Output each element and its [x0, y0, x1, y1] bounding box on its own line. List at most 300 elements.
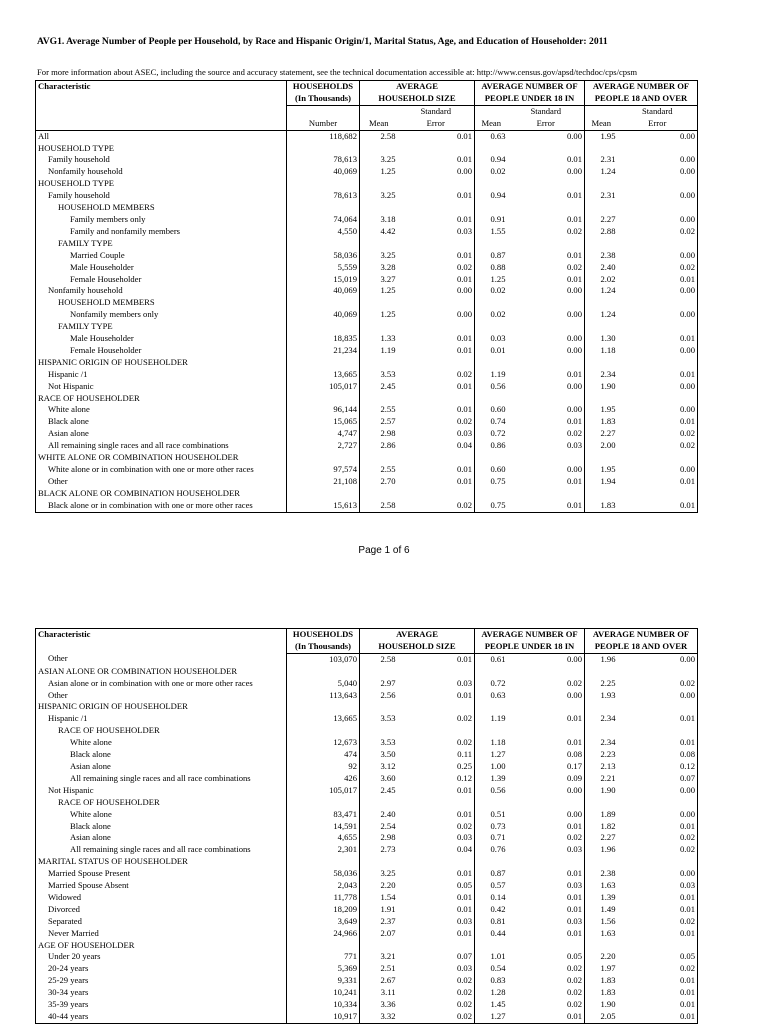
cell-value: 1.89 [600, 808, 616, 819]
cell-value [398, 143, 475, 155]
cell-value [618, 856, 698, 868]
cell-value: 1.00 [490, 760, 506, 771]
cell-value: 0.00 [398, 166, 475, 178]
cell-value [585, 452, 618, 464]
cell-value: 0.02 [398, 821, 475, 833]
cell-value: 0.00 [679, 213, 695, 224]
cell-value: 0.02 [679, 677, 695, 688]
header-over-18-sub: PEOPLE 18 AND OVER [585, 93, 698, 105]
cell-value: 0.00 [508, 404, 585, 416]
table-row [36, 916, 698, 928]
header-characteristic: Characteristic [36, 81, 287, 93]
row-label: Nonfamily household [36, 285, 287, 297]
cell-value: 0.01 [398, 785, 475, 797]
cell-value [585, 488, 618, 500]
cell-value: 0.05 [508, 951, 585, 963]
cell-value: 2.34 [600, 368, 616, 379]
cell-value: 2.38 [600, 249, 616, 260]
table-row [36, 393, 698, 405]
header-mean: Mean [481, 117, 502, 128]
cell-value [618, 238, 698, 250]
cell-value: 0.02 [679, 844, 695, 855]
table-row [36, 773, 698, 785]
cell-value: 0.02 [508, 832, 585, 844]
cell-value: 0.01 [398, 690, 475, 702]
cell-value: 3.53 [380, 737, 396, 748]
table-row [36, 321, 698, 333]
cell-value: 0.00 [679, 130, 695, 141]
cell-value: 0.02 [490, 166, 506, 177]
table-row [36, 678, 698, 690]
cell-value: 0.02 [679, 915, 695, 926]
cell-value: 1.54 [380, 891, 396, 902]
cell-value: 2.54 [380, 820, 396, 831]
cell-value [585, 393, 618, 405]
cell-value: 0.63 [490, 130, 506, 141]
cell-value: 1.95 [600, 404, 616, 415]
cell-value: 3.25 [380, 190, 396, 201]
cell-value: 10,241 [287, 987, 360, 999]
cell-value: 3.53 [380, 368, 396, 379]
cell-value: 0.01 [508, 500, 585, 512]
cell-value: 0.01 [679, 416, 695, 427]
cell-value: 2.73 [380, 844, 396, 855]
cell-value: 0.54 [490, 963, 506, 974]
cell-value [618, 321, 698, 333]
cell-value: 1.28 [490, 987, 506, 998]
cell-value [398, 297, 475, 309]
row-label: AGE OF HOUSEHOLDER [36, 940, 287, 952]
cell-value: 4.42 [380, 225, 396, 236]
row-label: Black alone [36, 416, 287, 428]
cell-value: 1.83 [600, 499, 616, 510]
cell-value [360, 321, 398, 333]
cell-value [475, 143, 508, 155]
cell-value [585, 856, 618, 868]
table-row [36, 821, 698, 833]
cell-value: 1.90 [600, 380, 616, 391]
cell-value: 0.02 [508, 975, 585, 987]
cell-value [287, 452, 360, 464]
cell-value: 0.01 [398, 214, 475, 226]
table-row [36, 357, 698, 369]
cell-value: 0.02 [508, 999, 585, 1011]
cell-value [508, 202, 585, 214]
cell-value: 2,301 [287, 844, 360, 856]
cell-value: 0.07 [398, 951, 475, 963]
cell-value: 0.01 [679, 999, 695, 1010]
cell-value: 3.60 [380, 772, 396, 783]
table-row [36, 928, 698, 940]
cell-value [508, 725, 585, 737]
cell-value: 0.01 [398, 464, 475, 476]
header-error: Error [398, 118, 475, 130]
cell-value [618, 202, 698, 214]
cell-value: 0.02 [398, 987, 475, 999]
row-label: 25-29 years [36, 975, 287, 987]
table-row [36, 1011, 698, 1023]
cell-value: 0.00 [679, 285, 695, 296]
cell-value: 0.00 [508, 345, 585, 357]
cell-value: 1.25 [490, 273, 506, 284]
header-avg-size-sub: HOUSEHOLD SIZE [360, 641, 475, 653]
header-avg-size: AVERAGE [360, 81, 475, 93]
row-label: Hispanic /1 [36, 369, 287, 381]
cell-value: 0.86 [490, 440, 506, 451]
row-label: HOUSEHOLD TYPE [36, 178, 287, 190]
cell-value: 0.01 [398, 381, 475, 393]
table-row [36, 653, 698, 665]
cell-value: 0.01 [508, 214, 585, 226]
cell-value: 0.01 [398, 333, 475, 345]
row-label: Nonfamily members only [36, 309, 287, 321]
cell-value: 0.00 [679, 784, 695, 795]
cell-value: 24,966 [287, 928, 360, 940]
cell-value: 0.02 [398, 369, 475, 381]
cell-value: 13,665 [287, 369, 360, 381]
cell-value: 2.45 [380, 380, 396, 391]
cell-value: 0.01 [398, 892, 475, 904]
cell-value [398, 393, 475, 405]
cell-value [475, 321, 508, 333]
cell-value [287, 940, 360, 952]
cell-value: 2.00 [600, 440, 616, 451]
row-label: Family household [36, 154, 287, 166]
cell-value: 0.00 [679, 309, 695, 320]
cell-value: 14,591 [287, 821, 360, 833]
table-row [36, 381, 698, 393]
cell-value: 2.67 [380, 975, 396, 986]
cell-value: 5,040 [287, 678, 360, 690]
cell-value: 0.88 [490, 261, 506, 272]
cell-value [475, 238, 508, 250]
cell-value: 2.20 [380, 880, 396, 891]
cell-value: 0.56 [490, 784, 506, 795]
cell-value [508, 797, 585, 809]
page-number: Page 1 of 6 [358, 545, 410, 556]
cell-value: 105,017 [287, 381, 360, 393]
cell-value: 2.56 [380, 689, 396, 700]
row-label: WHITE ALONE OR COMBINATION HOUSEHOLDER [36, 452, 287, 464]
cell-value: 2.88 [600, 225, 616, 236]
cell-value [360, 297, 398, 309]
table-row [36, 262, 698, 274]
row-label: 20-24 years [36, 963, 287, 975]
cell-value: 0.09 [508, 773, 585, 785]
header-standard: Standard [508, 105, 585, 117]
cell-value [360, 666, 398, 678]
cell-value: 2.13 [600, 760, 616, 771]
row-label: RACE OF HOUSEHOLDER [36, 797, 287, 809]
cell-value: 0.76 [490, 844, 506, 855]
cell-value: 0.00 [508, 333, 585, 345]
cell-value: 0.00 [679, 689, 695, 700]
cell-value: 15,019 [287, 274, 360, 286]
row-label: BLACK ALONE OR COMBINATION HOUSEHOLDER [36, 488, 287, 500]
cell-value: 1.56 [600, 915, 616, 926]
cell-value: 2.57 [380, 416, 396, 427]
cell-value: 0.02 [679, 440, 695, 451]
cell-value: 0.72 [490, 428, 506, 439]
cell-value: 1.30 [600, 333, 616, 344]
cell-value: 2.02 [600, 273, 616, 284]
header-standard: Standard [641, 105, 673, 116]
cell-value: 0.01 [679, 713, 695, 724]
cell-value [360, 797, 398, 809]
cell-value [585, 725, 618, 737]
table-row [36, 832, 698, 844]
table-body [36, 130, 698, 512]
row-label: Married Spouse Present [36, 868, 287, 880]
cell-value: 3,649 [287, 916, 360, 928]
cell-value: 0.03 [398, 226, 475, 238]
row-label: White alone [36, 737, 287, 749]
cell-value [618, 488, 698, 500]
cell-value: 0.01 [398, 476, 475, 488]
cell-value: 0.08 [679, 749, 695, 760]
cell-value: 96,144 [287, 404, 360, 416]
row-label: HOUSEHOLD MEMBERS [36, 297, 287, 309]
cell-value: 58,036 [287, 868, 360, 880]
cell-value: 0.00 [679, 808, 695, 819]
table-row [36, 725, 698, 737]
cell-value: 0.57 [490, 880, 506, 891]
table-row [36, 488, 698, 500]
cell-value: 0.01 [398, 928, 475, 940]
cell-value: 1.24 [600, 285, 616, 296]
row-label: Not Hispanic [36, 381, 287, 393]
cell-value: 2.58 [380, 499, 396, 510]
cell-value: 0.00 [398, 285, 475, 297]
cell-value: 58,036 [287, 250, 360, 262]
row-label: Married Spouse Absent [36, 880, 287, 892]
cell-value: 0.75 [490, 499, 506, 510]
cell-value: 0.81 [490, 915, 506, 926]
cell-value [475, 178, 508, 190]
cell-value: 0.42 [490, 903, 506, 914]
cell-value: 0.74 [490, 416, 506, 427]
cell-value: 78,613 [287, 190, 360, 202]
cell-value [398, 856, 475, 868]
cell-value: 40,069 [287, 309, 360, 321]
cell-value: 3.25 [380, 249, 396, 260]
cell-value [475, 725, 508, 737]
cell-value: 0.00 [508, 309, 585, 321]
cell-value: 5,559 [287, 262, 360, 274]
info-note: For more information about ASEC, including the source and accuracy statement, see the technical documentation accessible at: http://www.census.gov/apsd/techdoc/cps/cpsm [37, 67, 638, 77]
cell-value: 2.55 [380, 464, 396, 474]
cell-value: 0.61 [490, 653, 506, 664]
cell-value: 0.01 [398, 653, 475, 665]
cell-value: 1.96 [600, 653, 616, 664]
cell-value: 1.25 [380, 309, 396, 320]
row-label: Divorced [36, 904, 287, 916]
cell-value: 1.94 [600, 475, 616, 486]
cell-value: 2.58 [380, 653, 396, 664]
cell-value: 15,613 [287, 500, 360, 512]
row-label: White alone [36, 809, 287, 821]
table-row [36, 785, 698, 797]
cell-value: 0.03 [679, 880, 695, 891]
cell-value: 0.01 [508, 713, 585, 725]
cell-value: 3.18 [380, 213, 396, 224]
cell-value: 1.91 [380, 903, 396, 914]
cell-value [398, 178, 475, 190]
row-label: Asian alone or in combination with one or more other races [36, 678, 287, 690]
cell-value [398, 940, 475, 952]
cell-value: 0.01 [508, 274, 585, 286]
table-row [36, 154, 698, 166]
cell-value [618, 393, 698, 405]
header-under-18-sub: PEOPLE UNDER 18 IN [475, 641, 585, 653]
cell-value: 0.02 [508, 963, 585, 975]
cell-value: 0.02 [398, 1011, 475, 1023]
header-households: HOUSEHOLDS [287, 81, 360, 93]
cell-value [475, 357, 508, 369]
cell-value: 0.01 [398, 130, 475, 142]
cell-value [287, 666, 360, 678]
cell-value: 1.19 [490, 368, 506, 379]
cell-value: 0.03 [490, 333, 506, 344]
row-label: ASIAN ALONE OR COMBINATION HOUSEHOLDER [36, 666, 287, 678]
cell-value: 0.01 [398, 345, 475, 357]
cell-value [618, 940, 698, 952]
cell-value [360, 393, 398, 405]
cell-value [398, 666, 475, 678]
cell-value: 12,673 [287, 737, 360, 749]
header-over-18-sub: PEOPLE 18 AND OVER [585, 641, 698, 653]
cell-value: 0.00 [679, 190, 695, 201]
cell-value: 0.07 [679, 772, 695, 783]
cell-value: 0.83 [490, 975, 506, 986]
cell-value: 2.34 [600, 737, 616, 748]
row-label: FAMILY TYPE [36, 321, 287, 333]
cell-value: 0.01 [679, 475, 695, 486]
cell-value: 0.02 [398, 713, 475, 725]
header-avg-size-sub: HOUSEHOLD SIZE [360, 93, 475, 105]
cell-value: 97,574 [287, 464, 360, 476]
table-row [36, 749, 698, 761]
cell-value: 0.05 [398, 880, 475, 892]
cell-value: 1.83 [600, 987, 616, 998]
cell-value: 0.00 [508, 690, 585, 702]
cell-value: 0.14 [490, 891, 506, 902]
cell-value: 0.63 [490, 689, 506, 700]
cell-value: 0.00 [508, 653, 585, 665]
cell-value: 1.83 [600, 416, 616, 427]
cell-value: 1.96 [600, 844, 616, 855]
cell-value [618, 297, 698, 309]
cell-value: 2.40 [380, 808, 396, 819]
cell-value: 103,070 [287, 653, 360, 665]
cell-value: 1.90 [600, 784, 616, 795]
table-row [36, 892, 698, 904]
table-row [36, 951, 698, 963]
cell-value: 92 [287, 761, 360, 773]
cell-value: 0.72 [490, 677, 506, 688]
row-label: All [36, 130, 287, 142]
cell-value: 3.32 [380, 1011, 396, 1021]
table-row [36, 285, 698, 297]
cell-value [585, 701, 618, 713]
cell-value: 0.02 [398, 999, 475, 1011]
cell-value: 40,069 [287, 285, 360, 297]
cell-value: 0.00 [508, 464, 585, 476]
cell-value: 1.83 [600, 975, 616, 986]
cell-value [508, 297, 585, 309]
cell-value: 0.01 [398, 809, 475, 821]
cell-value [475, 856, 508, 868]
cell-value: 0.02 [398, 500, 475, 512]
cell-value: 0.01 [679, 273, 695, 284]
row-label: FAMILY TYPE [36, 238, 287, 250]
table-row [36, 250, 698, 262]
cell-value [585, 238, 618, 250]
cell-value [618, 143, 698, 155]
cell-value: 0.01 [679, 737, 695, 748]
cell-value: 1.25 [380, 285, 396, 296]
row-label: Under 20 years [36, 951, 287, 963]
table-row [36, 844, 698, 856]
header-error: Error [508, 118, 585, 130]
header-households: HOUSEHOLDS [287, 629, 360, 641]
cell-value: 0.00 [508, 285, 585, 297]
cell-value [585, 143, 618, 155]
table-row [36, 940, 698, 952]
cell-value: 0.02 [679, 832, 695, 843]
cell-value [360, 940, 398, 952]
header-over-18: AVERAGE NUMBER OF [592, 629, 690, 639]
cell-value: 1.95 [600, 130, 616, 141]
table-row [36, 809, 698, 821]
cell-value [618, 797, 698, 809]
table-row [36, 333, 698, 345]
cell-value: 0.87 [490, 249, 506, 260]
cell-value [287, 297, 360, 309]
cell-value: 0.02 [398, 737, 475, 749]
cell-value: 1.18 [600, 344, 616, 355]
cell-value: 0.02 [508, 428, 585, 440]
cell-value [475, 797, 508, 809]
cell-value: 3.53 [380, 713, 396, 724]
cell-value: 2.38 [600, 868, 616, 879]
cell-value: 0.56 [490, 380, 506, 391]
cell-value: 0.01 [490, 344, 506, 355]
cell-value [287, 797, 360, 809]
cell-value: 0.03 [398, 832, 475, 844]
cell-value [287, 701, 360, 713]
cell-value: 1.01 [490, 951, 506, 962]
cell-value: 2.27 [600, 832, 616, 843]
cell-value: 0.01 [679, 975, 695, 986]
cell-value [287, 393, 360, 405]
cell-value: 0.02 [679, 225, 695, 236]
cell-value: 0.01 [679, 820, 695, 831]
cell-value: 0.75 [490, 475, 506, 486]
header-under-18-sub: PEOPLE UNDER 18 IN [475, 93, 585, 105]
cell-value [398, 488, 475, 500]
cell-value [618, 701, 698, 713]
cell-value: 0.02 [508, 262, 585, 274]
cell-value: 0.01 [508, 868, 585, 880]
cell-value: 3.12 [380, 760, 396, 771]
cell-value [585, 321, 618, 333]
table-row [36, 130, 698, 142]
cell-value: 11,778 [287, 892, 360, 904]
table-row [36, 963, 698, 975]
table-row [36, 238, 698, 250]
cell-value: 0.01 [508, 416, 585, 428]
